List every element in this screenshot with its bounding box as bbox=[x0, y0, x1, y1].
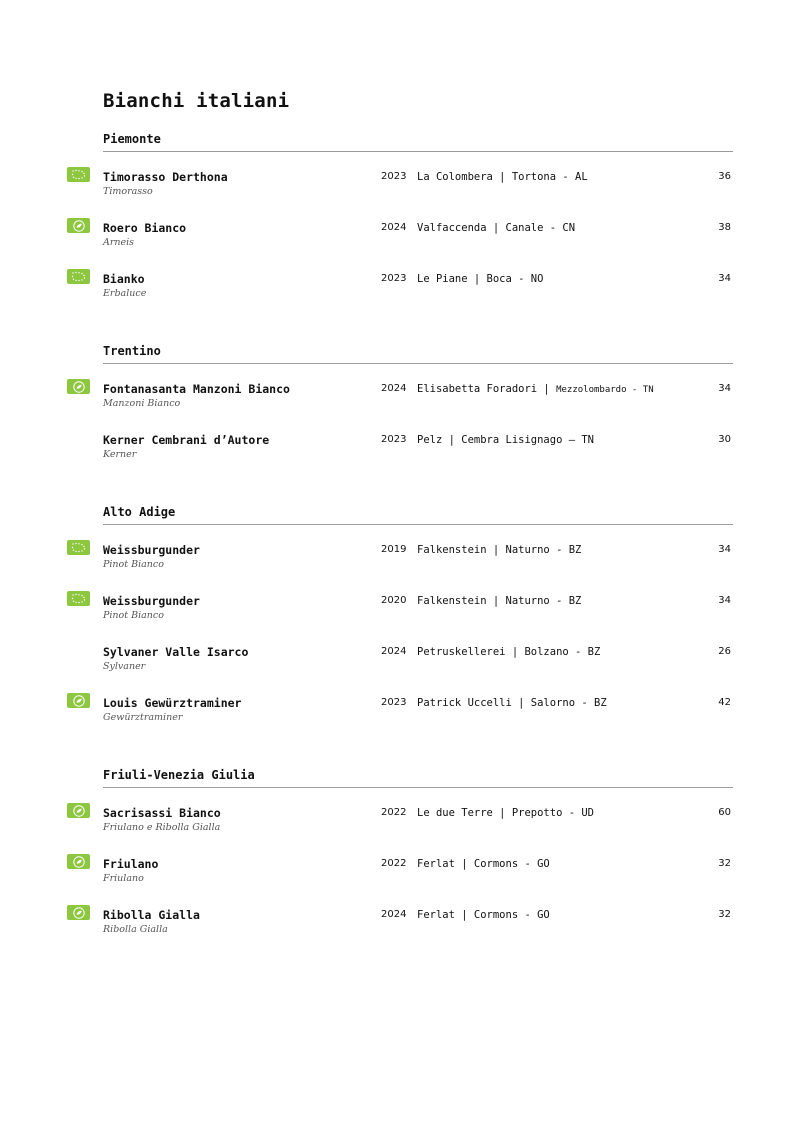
wine-producer: Le due Terre | Prepotto - UD bbox=[417, 807, 595, 819]
wine-price: 34 bbox=[718, 273, 731, 284]
wine-price: 34 bbox=[718, 595, 731, 606]
wine-vintage: 2024 bbox=[381, 646, 407, 657]
wine-name: Sylvaner Valle Isarco bbox=[103, 645, 249, 659]
wine-grape: Manzoni Bianco bbox=[103, 398, 181, 409]
wine-producer: Pelz | Cembra Lisignago – TN bbox=[417, 434, 595, 446]
wine-name: Kerner Cembrani d’Autore bbox=[103, 433, 270, 447]
wine-name: Roero Bianco bbox=[103, 221, 187, 235]
wine-grape: Friulano bbox=[103, 873, 144, 884]
section-divider bbox=[103, 787, 733, 788]
wine-producer: La Colombera | Tortona - AL bbox=[417, 171, 588, 183]
section-divider bbox=[103, 524, 733, 525]
natural-wine-icon bbox=[67, 379, 90, 394]
wine-producer: Valfaccenda | Canale - CN bbox=[417, 222, 576, 234]
wine-price: 26 bbox=[718, 646, 731, 657]
wine-row bbox=[0, 433, 793, 473]
wine-name: Timorasso Derthona bbox=[103, 170, 228, 184]
wine-vintage: 2023 bbox=[381, 171, 407, 182]
wine-row bbox=[0, 543, 793, 583]
wine-price: 60 bbox=[718, 807, 731, 818]
wine-grape: Ribolla Gialla bbox=[103, 924, 168, 935]
wine-producer: Petruskellerei | Bolzano - BZ bbox=[417, 646, 601, 658]
wine-grape: Erbaluce bbox=[103, 288, 147, 299]
wine-row bbox=[0, 645, 793, 685]
wine-vintage: 2024 bbox=[381, 909, 407, 920]
wine-vintage: 2024 bbox=[381, 222, 407, 233]
wine-row bbox=[0, 594, 793, 634]
wine-grape: Arneis bbox=[103, 237, 135, 248]
eu-organic-leaf-icon bbox=[67, 167, 90, 182]
wine-row bbox=[0, 170, 793, 210]
wine-producer-location: Mezzolombardo - TN bbox=[556, 385, 654, 395]
section-header: Alto Adige bbox=[103, 505, 176, 519]
wine-producer: Falkenstein | Naturno - BZ bbox=[417, 595, 582, 607]
wine-vintage: 2023 bbox=[381, 434, 407, 445]
wine-grape: Gewürztraminer bbox=[103, 712, 183, 723]
wine-producer: Patrick Uccelli | Salorno - BZ bbox=[417, 697, 607, 709]
wine-row bbox=[0, 806, 793, 846]
wine-vintage: 2020 bbox=[381, 595, 407, 606]
wine-grape: Kerner bbox=[103, 449, 137, 460]
wine-price: 34 bbox=[718, 383, 731, 394]
wine-name: Sacrisassi Bianco bbox=[103, 806, 221, 820]
wine-producer: Le Piane | Boca - NO bbox=[417, 273, 544, 285]
wine-producer: Ferlat | Cormons - GO bbox=[417, 858, 550, 870]
wine-grape: Timorasso bbox=[103, 186, 153, 197]
natural-wine-icon bbox=[67, 854, 90, 869]
wine-vintage: 2022 bbox=[381, 858, 407, 869]
wine-price: 32 bbox=[718, 909, 731, 920]
wine-grape: Pinot Bianco bbox=[103, 559, 164, 570]
wine-row bbox=[0, 908, 793, 948]
wine-producer: Falkenstein | Naturno - BZ bbox=[417, 544, 582, 556]
wine-producer-name: Elisabetta Foradori | bbox=[417, 383, 557, 395]
natural-wine-icon bbox=[67, 803, 90, 818]
wine-row bbox=[0, 696, 793, 736]
wine-grape: Sylvaner bbox=[103, 661, 146, 672]
wine-grape: Pinot Bianco bbox=[103, 610, 164, 621]
section-header: Friuli-Venezia Giulia bbox=[103, 768, 255, 782]
wine-price: 30 bbox=[718, 434, 731, 445]
wine-vintage: 2024 bbox=[381, 383, 407, 394]
eu-organic-leaf-icon bbox=[67, 269, 90, 284]
wine-name: Ribolla Gialla bbox=[103, 908, 200, 922]
section-divider bbox=[103, 151, 733, 152]
wine-name: Louis Gewürztraminer bbox=[103, 696, 242, 710]
wine-grape: Friulano e Ribolla Gialla bbox=[103, 822, 221, 833]
wine-row bbox=[0, 221, 793, 261]
wine-vintage: 2019 bbox=[381, 544, 407, 555]
wine-vintage: 2023 bbox=[381, 697, 407, 708]
natural-wine-icon bbox=[67, 693, 90, 708]
wine-price: 34 bbox=[718, 544, 731, 555]
wine-row bbox=[0, 382, 793, 422]
wine-price: 32 bbox=[718, 858, 731, 869]
wine-name: Weissburgunder bbox=[103, 543, 200, 557]
eu-organic-leaf-icon bbox=[67, 591, 90, 606]
section-header: Trentino bbox=[103, 344, 161, 358]
page-title: Bianchi italiani bbox=[103, 90, 290, 112]
natural-wine-icon bbox=[67, 905, 90, 920]
wine-price: 36 bbox=[718, 171, 731, 182]
wine-name: Weissburgunder bbox=[103, 594, 200, 608]
wine-price: 38 bbox=[718, 222, 731, 233]
natural-wine-icon bbox=[67, 218, 90, 233]
wine-row bbox=[0, 857, 793, 897]
section-divider bbox=[103, 363, 733, 364]
wine-price: 42 bbox=[718, 697, 731, 708]
wine-row bbox=[0, 272, 793, 312]
wine-producer: Ferlat | Cormons - GO bbox=[417, 909, 550, 921]
eu-organic-leaf-icon bbox=[67, 540, 90, 555]
wine-vintage: 2023 bbox=[381, 273, 407, 284]
wine-name: Friulano bbox=[103, 857, 159, 871]
wine-name: Bianko bbox=[103, 272, 145, 286]
wine-vintage: 2022 bbox=[381, 807, 407, 818]
wine-producer bbox=[417, 383, 654, 395]
wine-name: Fontanasanta Manzoni Bianco bbox=[103, 382, 290, 396]
section-header: Piemonte bbox=[103, 132, 161, 146]
